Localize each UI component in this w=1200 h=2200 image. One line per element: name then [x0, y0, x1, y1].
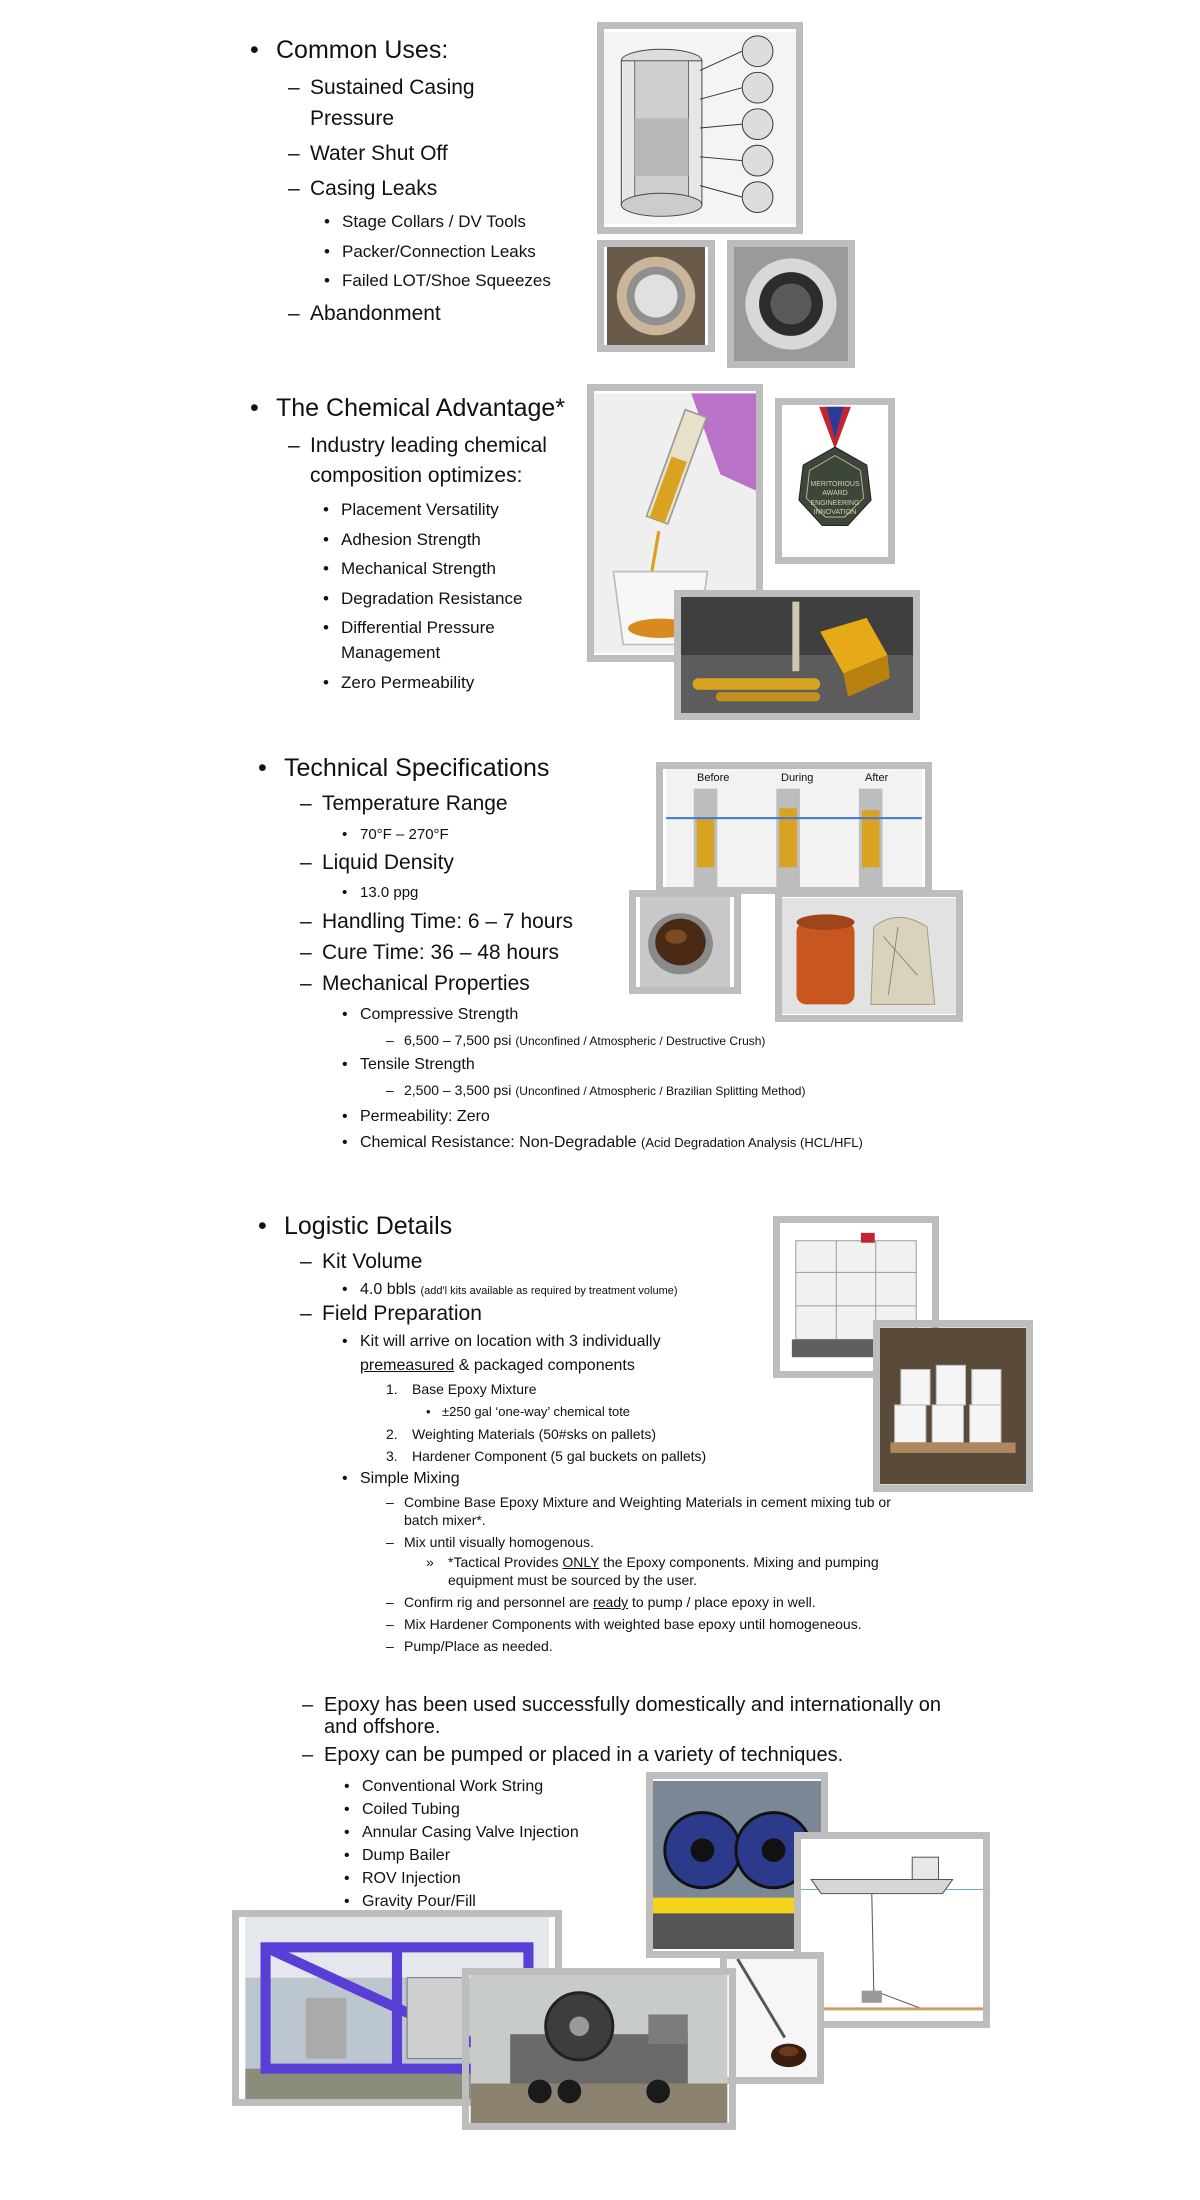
photo-label-after: After	[865, 772, 889, 784]
logistics-arrive-line2	[360, 1357, 635, 1375]
technique-4: • Dump Bailer	[362, 1847, 450, 1865]
photo-label-before: Before	[697, 772, 730, 784]
mix-step-confirm	[404, 1594, 816, 1610]
logistics-kit-volume-label: – Kit Volume	[322, 1250, 422, 1274]
chemical-intro-line2: composition optimizes:	[310, 464, 523, 487]
component-1	[386, 1381, 537, 1397]
tactical-note-pre: *Tactical Provides	[448, 1554, 563, 1570]
adv-differential-line1: • Differential Pressure	[341, 618, 495, 638]
logistics-arrive-rest: & packaged components	[454, 1357, 635, 1374]
spec-mechanical-label: – Mechanical Properties	[322, 972, 530, 996]
component-1-num: 1.	[386, 1381, 398, 1397]
component-2-num: 2.	[386, 1426, 398, 1442]
spec-cure-time: – Cure Time: 36 – 48 hours	[322, 941, 559, 965]
use-abandonment: – Abandonment	[310, 302, 441, 326]
tech-specs-heading: • Technical Specifications	[284, 754, 549, 783]
adv-mechanical: • Mechanical Strength	[341, 559, 496, 579]
spec-chem-resistance-note: (Acid Degradation Analysis (HCL/HFL)	[641, 1135, 863, 1150]
before-during-after-photo	[656, 762, 932, 894]
spec-tensile-row	[404, 1082, 805, 1098]
epoxy-filled-pipe-photo	[629, 890, 741, 994]
mix-step-pump: – Pump/Place as needed.	[404, 1638, 553, 1654]
technique-6: • Gravity Pour/Fill	[362, 1893, 476, 1911]
logistics-heading: • Logistic Details	[284, 1212, 452, 1241]
spec-tensile-note: (Unconfined / Atmospheric / Brazilian Splitting Method)	[515, 1084, 806, 1098]
closing-pumped: – Epoxy can be pumped or placed in a variety of techniques.	[324, 1744, 843, 1767]
use-failed-lot: • Failed LOT/Shoe Squeezes	[342, 271, 551, 291]
component-3-num: 3.	[386, 1448, 398, 1464]
mix-step-2: – Mix until visually homogenous.	[404, 1534, 594, 1550]
adv-degradation: • Degradation Resistance	[341, 589, 522, 609]
engineering-award-medal	[775, 398, 895, 564]
closing-used-line1: – Epoxy has been used successfully domestically and internationally on	[324, 1694, 941, 1717]
logistics-simple-mixing: • Simple Mixing	[360, 1470, 460, 1488]
medal-line3: ENGINEERING	[810, 500, 860, 507]
adv-differential-line2: Management	[341, 643, 441, 662]
casing-ring-photo	[597, 240, 715, 352]
logistics-kit-volume-value: 4.0 bbls	[360, 1281, 417, 1298]
component-3	[386, 1448, 707, 1464]
component-2	[386, 1426, 657, 1442]
spec-compressive-label: • Compressive Strength	[360, 1006, 518, 1024]
crushed-cylinder-samples-photo	[775, 890, 963, 1022]
logistics-premeasured: premeasured	[360, 1357, 455, 1374]
spec-temp-value: • 70°F – 270°F	[360, 826, 449, 843]
component-2-label: Weighting Materials (50#sks on pallets)	[412, 1426, 657, 1442]
spec-compressive-note: (Unconfined / Atmospheric / Destructive Crush)	[515, 1034, 766, 1048]
casing-diagram-image	[597, 22, 803, 234]
pipe-bore-photo	[727, 240, 855, 368]
mix-step-1-line1: – Combine Base Epoxy Mixture and Weighting Materials in cement mixing tub or	[404, 1494, 891, 1510]
tactical-note-line1	[448, 1554, 879, 1570]
use-scp-line1: – Sustained Casing	[310, 76, 475, 100]
medal-line1: MERITORIOUS	[810, 481, 860, 488]
adv-adhesion: • Adhesion Strength	[341, 530, 481, 550]
confirm-post: to pump / place epoxy in well.	[628, 1594, 816, 1610]
use-scp-line2: Pressure	[310, 107, 395, 130]
spec-permeability: • Permeability: Zero	[360, 1108, 490, 1126]
adv-placement: • Placement Versatility	[341, 500, 499, 520]
component-1-label: Base Epoxy Mixture	[412, 1381, 537, 1397]
medal-line4: INNOVATION	[813, 509, 857, 516]
tactical-note-line2: equipment must be sourced by the user.	[448, 1572, 698, 1588]
technique-5: • ROV Injection	[362, 1870, 461, 1888]
spec-chem-resistance: Chemical Resistance: Non-Degradable	[360, 1134, 637, 1151]
spec-density-value: • 13.0 ppg	[360, 884, 418, 901]
common-uses-heading: • Common Uses:	[276, 36, 448, 65]
spec-temp-label: – Temperature Range	[322, 792, 508, 816]
technique-2: • Coiled Tubing	[362, 1801, 460, 1819]
use-water-shut-off: – Water Shut Off	[310, 142, 448, 166]
technique-1: • Conventional Work String	[362, 1778, 543, 1796]
use-stage-collars: • Stage Collars / DV Tools	[342, 212, 526, 232]
spec-tensile-value: 2,500 – 3,500 psi	[404, 1082, 512, 1098]
closing-used-line2: and offshore.	[324, 1716, 441, 1738]
component-3-label: Hardener Component (5 gal buckets on pallets)	[412, 1448, 707, 1464]
tactical-note-post: the Epoxy components. Mixing and pumping	[599, 1554, 879, 1570]
mix-step-1-line2: batch mixer*.	[404, 1512, 486, 1528]
use-casing-leaks: – Casing Leaks	[310, 177, 437, 201]
spec-compressive-value: 6,500 – 7,500 psi	[404, 1032, 512, 1048]
epoxy-cubes-photo	[674, 590, 920, 720]
hardener-buckets-photo	[873, 1320, 1033, 1492]
spec-chem-resistance-row	[360, 1134, 863, 1152]
use-packer-leaks: • Packer/Connection Leaks	[342, 242, 536, 262]
spec-tensile-label: • Tensile Strength	[360, 1056, 475, 1074]
logistics-field-prep-label: – Field Preparation	[322, 1302, 482, 1326]
technique-3: • Annular Casing Valve Injection	[362, 1824, 579, 1842]
mix-step-hardener: – Mix Hardener Components with weighted base epoxy until homogeneous.	[404, 1616, 862, 1632]
logistics-arrive-line1: • Kit will arrive on location with 3 individually	[360, 1333, 661, 1351]
logistics-kit-volume-note: (add'l kits available as required by treatment volume)	[420, 1285, 678, 1297]
logistics-kit-volume-row	[360, 1281, 678, 1299]
chemical-advantage-heading: • The Chemical Advantage*	[276, 394, 565, 423]
confirm-ready: ready	[593, 1594, 629, 1610]
component-1-sub: • ±250 gal ‘one-way’ chemical tote	[442, 1404, 630, 1419]
chemical-intro-line1: – Industry leading chemical	[310, 434, 547, 458]
photo-label-during: During	[781, 772, 814, 784]
tactical-note-only: ONLY	[562, 1554, 600, 1570]
coiled-tubing-truck-photo	[462, 1968, 736, 2130]
confirm-pre: Confirm rig and personnel are	[404, 1594, 594, 1610]
adv-zero-permeability: • Zero Permeability	[341, 673, 474, 693]
spec-handling-time: – Handling Time: 6 – 7 hours	[322, 910, 573, 934]
spec-density-label: – Liquid Density	[322, 851, 454, 875]
spec-compressive-row	[404, 1032, 765, 1048]
medal-line2: AWARD	[822, 490, 848, 497]
